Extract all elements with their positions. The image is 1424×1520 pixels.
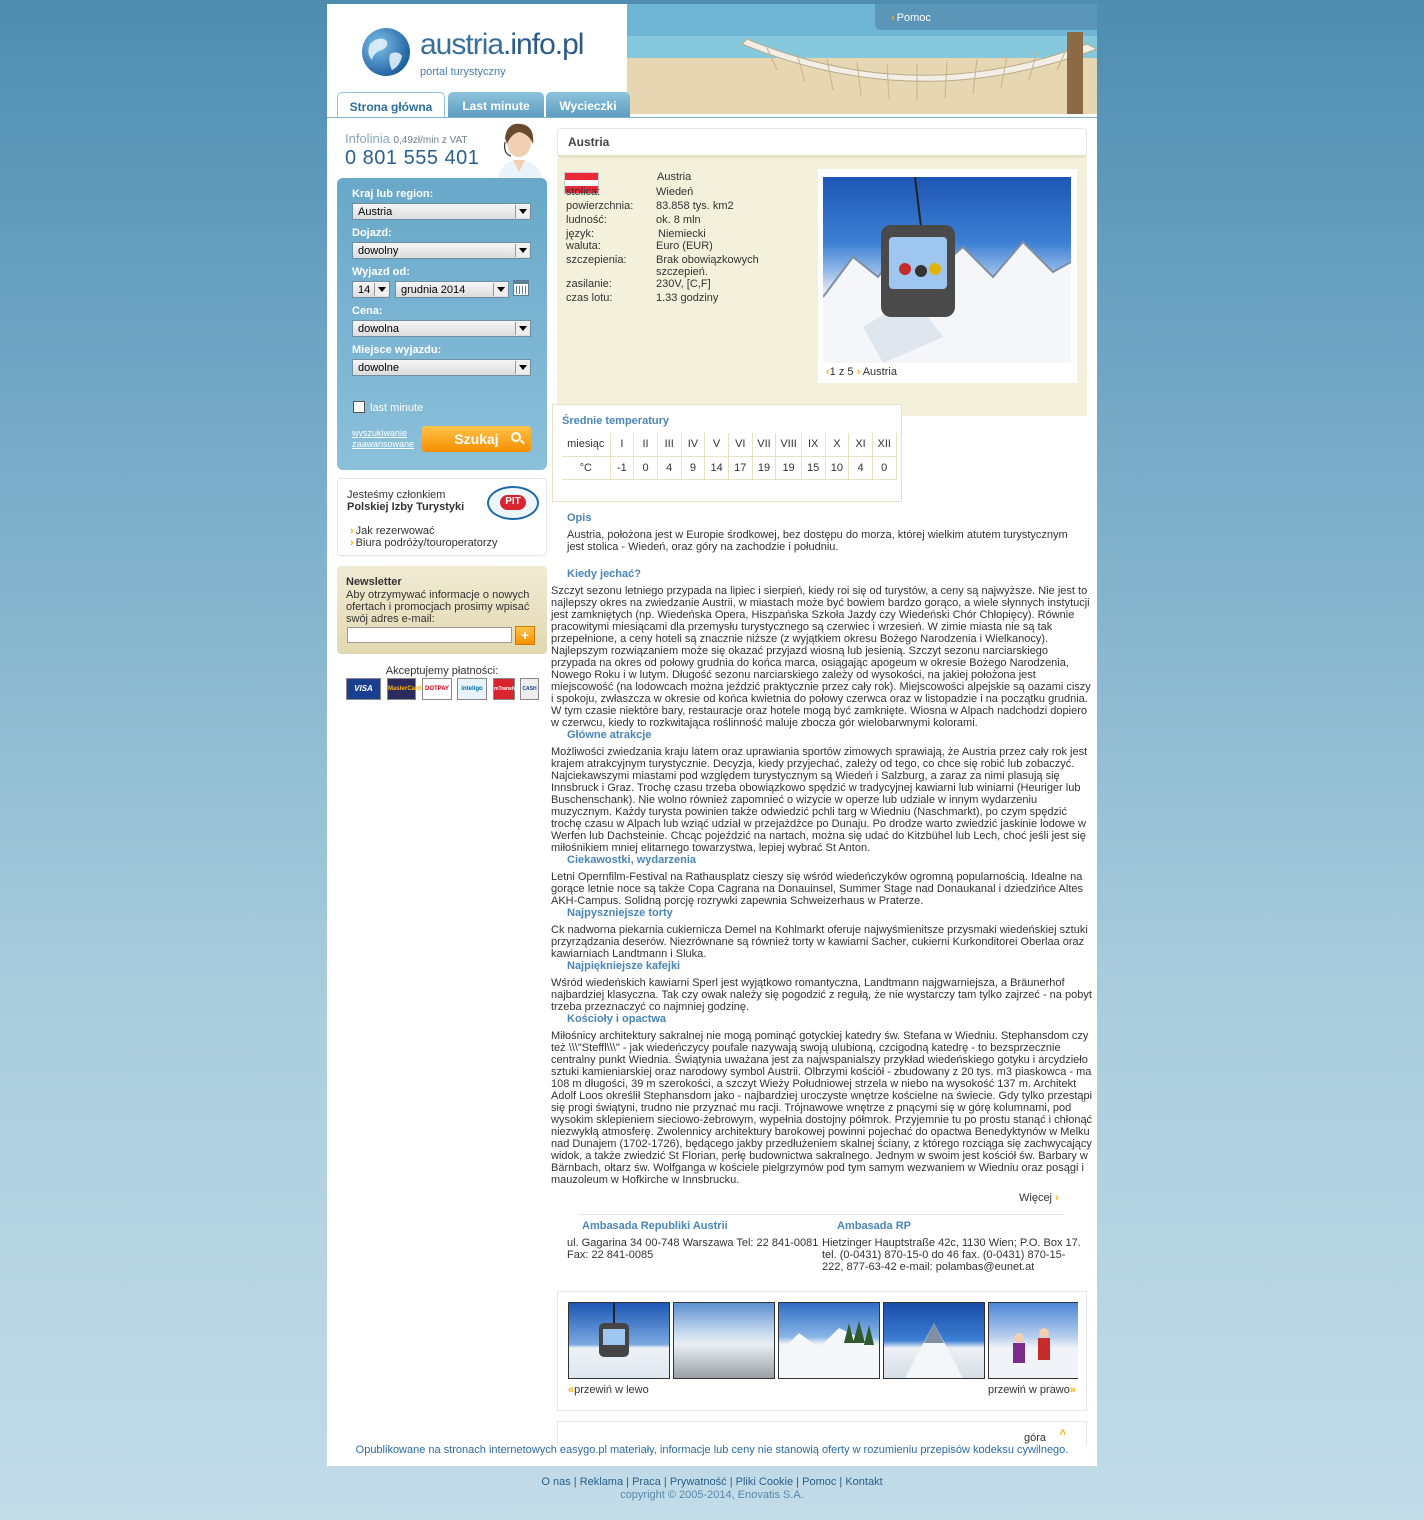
temp-cell: 0 (872, 456, 896, 479)
chevron-down-icon (515, 361, 529, 374)
transport-select[interactable]: dowolny (352, 242, 531, 259)
footer-link-help[interactable]: Pomoc (802, 1476, 837, 1488)
search-icon (511, 432, 521, 442)
fact-label: stolica: (566, 186, 601, 198)
austrian-embassy-text: ul. Gagarina 34 00-748 Warszawa Tel: 22 841-0081 Fax: 22 841-0085 (567, 1237, 819, 1261)
place-select[interactable]: dowolne (352, 359, 531, 376)
fact-value: Brak obowiązkowych szczepień. (656, 254, 759, 278)
section-title-atrakcje: Główne atrakcje (567, 729, 652, 741)
fact-label: zasilanie: (566, 278, 612, 290)
disclaimer: Opublikowane na stronach internetowych easygo.pl materiały, informacje lub ceny nie stanowią oferty w rozumieniu przepisów kodeksu cywilnego. (355, 1444, 1069, 1456)
footer-link-contact[interactable]: Kontakt (845, 1476, 883, 1488)
section-title-opis: Opis (567, 512, 592, 524)
temp-cell: 19 (752, 456, 776, 479)
fact-label: czas lotu: (566, 292, 613, 304)
footer-link-about[interactable]: O nas (541, 1476, 571, 1488)
chevron-down-icon (515, 205, 529, 218)
gallery-next-link[interactable]: przewiń w prawo» (987, 1384, 1076, 1396)
tab-last-minute[interactable]: Last minute (448, 92, 544, 118)
newsletter-submit-button[interactable]: + (515, 626, 535, 645)
month-cell: VIII (776, 433, 802, 456)
temp-cell: 4 (657, 456, 681, 479)
fact-value: Niemiecki (658, 228, 706, 240)
month-select[interactable]: grudnia 2014 (395, 281, 509, 298)
temp-row-label: °C (562, 456, 610, 479)
section-text-atrakcje: Możliwości zwiedzania kraju latem oraz uprawiania sportów zimowych sprawiają, że Austria przez cały rok jest krajem atrakcyjnym turystycznie. Decyzja, kiedy przyjechać, zależy od tego, co chce się robić lub zobaczyć. Najciekawszymi miastami pod względem turystycznym są Wiedeń i Salzburg, a zaraz za nimi plasują się Innsbruck i Graz. Trochę czasu trzeba obowiązkowo spędzić w tradycyjnej kawiarni lub winiarni (Heuriger lub Buschenschank). Nie wolno również zapomnieć o wizycie w operze lub udziale w innym wydarzeniu muzycznym. Każdy turysta powinien także odwiedzić pchli targ w Wiedniu (Naschmarkt), po czym spędzić trochę czasu w Alpach lub wziąć udział w przejażdżce po Dunaju. Po drodze warto zwiedzić jaskinie lodowe w Werfen lub Dachsteinie. Chcąc pojeździć na nartach, można się udać do Kitzbühel lub Lech, choć jeśli jest się miłośnikiem mniej elitarnego towarzystwa, lepiej wybrać St Anton. (551, 746, 1088, 854)
section-title-kafejki: Najpiękniejsze kafejki (567, 960, 681, 972)
month-cell: II (634, 433, 658, 456)
fact-label: język: (566, 228, 595, 240)
section-text-torty: Ck nadworna piekarnia cukiernicza Demel na Kohlmarkt oferuje najwyśmienitsze przysmaki wiedeńskiej sztuki przyrządzania deserów. Niezrównane są również torty w kawiarni Sacher, cukierni Kurkonditorei Oberlaa oraz kawiarniach Landtmann i Sluka. (551, 924, 1088, 960)
newsletter-description: Aby otrzymywać informacje o nowych ofertach i promocjach prosimy wpisać swój adres e-mail: (346, 589, 530, 625)
austrian-embassy-title: Ambasada Republiki Austrii (582, 1220, 728, 1232)
logo-subtitle: portal turystyczny (420, 66, 506, 78)
fact-label: powierzchnia: (566, 200, 634, 212)
infoline-price: 0,49zł/min z VAT (393, 135, 468, 146)
chevron-down-icon (493, 283, 507, 296)
temp-cell: 17 (728, 456, 752, 479)
calendar-icon[interactable] (513, 280, 529, 296)
temp-cell: 10 (825, 456, 849, 479)
transport-label: Dojazd: (352, 227, 392, 239)
gallery-thumb-2[interactable] (673, 1302, 775, 1379)
country-facts-panel (557, 158, 1087, 416)
pit-line2: Polskiej Izby Turystyki (347, 501, 465, 513)
globe-icon (360, 26, 412, 78)
temp-cell: 4 (849, 456, 873, 479)
gallery-thumb-5[interactable] (988, 1302, 1078, 1379)
prev-photo-icon[interactable]: ‹ (826, 366, 830, 378)
infoline-label: Infolinia (345, 131, 390, 146)
price-label: Cena: (352, 305, 383, 317)
section-text-kiedy: Szczyt sezonu letniego przypada na lipiec i sierpień, kiedy roi się od turystów, a ceny są najwyższe. Nie jest to najlepszy okres na zwiedzanie Austrii, w miastach może być bowiem bardzo gorąco, a wiele słynnych instytucji jest zamkniętych (np. Wiedeńska Opera, Hiszpańska Szkoła Jazdy czy Wiedeński Chór Chłopięcy). Równie pracowitymi miesiącami dla przemysłu turystycznego są czerwiec i wrzesień. W zimie miasta nie są tak przepełnione, a ceny hoteli są znacznie niższe (z wyjątkiem okresu Bożego Narodzenia i Wielkanocy). Najlepszym rozwiązaniem może się okazać przyjazd wiosną lub jesienią. Szczyt sezonu narciarskiego przypada na okres od połowy grudnia do końca marca, osiągając apogeum w okresie Bożego Narodzenia, Nowego Roku i w lutym. Długość sezonu narciarskiego zależy od wysokości, na jakiej położona jest miejscowość (na lodowcach można jeździć praktycznie przez cały rok). Miejscowości alpejskie są oazami ciszy i spokoju, zwłaszcza w okresie od końca kwietnia do połowy czerwca oraz w listopadzie i na początku grudnia. W tym czasie niektóre bary, restauracje oraz hotele mogą być zamknięte. Wiosna w Alpach nadchodzi dopiero w czerwcu, kiedy to rozkwitająca roślinność maluje zbocza gór wielobarwnymi kolorami. (551, 585, 1091, 729)
newsletter-box (337, 566, 547, 654)
country-title: Austria (568, 135, 610, 149)
month-cell: XI (849, 433, 873, 456)
last-minute-label: last minute (370, 402, 424, 414)
month-cell: IX (801, 433, 825, 456)
pit-logo: PIT (487, 486, 539, 520)
payments-box (337, 665, 547, 705)
travel-agencies-link[interactable]: › Biura podróży/touroperatorzy (350, 537, 498, 549)
section-title-koscioly: Kościoły i opactwa (567, 1013, 667, 1025)
section-title-kiedy: Kiedy jechać? (567, 568, 641, 580)
photo-gallery (557, 1291, 1087, 1411)
place-label: Miejsce wyjazdu: (352, 344, 442, 356)
search-form (337, 178, 547, 470)
temp-cell: 19 (776, 456, 802, 479)
country-photo-box (818, 169, 1077, 383)
fact-label: ludność: (566, 214, 607, 226)
fact-value: Euro (EUR) (656, 240, 713, 252)
cash-logo: CASH (520, 678, 539, 700)
advanced-search-link[interactable]: wyszukiwanie zaawansowane (352, 428, 415, 449)
fact-value: 230V, [C,F] (656, 278, 711, 290)
day-select[interactable]: 14 (352, 281, 390, 298)
how-to-book-link[interactable]: › Jak rezerwować (350, 525, 435, 537)
region-label: Kraj lub region: (352, 188, 434, 200)
infoline-phone[interactable]: 0 801 555 401 (345, 147, 480, 169)
header (327, 4, 1097, 118)
back-to-top-box (557, 1421, 1087, 1445)
temperatures-title: Średnie temperatury (562, 415, 669, 427)
gallery-prev-link[interactable]: «przewiń w lewo (568, 1384, 649, 1396)
footer-links: O nas | Reklama | Praca | Prywatność | Pliki Cookie | Pomoc | Kontakt (541, 1476, 883, 1488)
inteligo-logo: inteligo (457, 678, 487, 700)
back-to-top-link[interactable]: ˄ góra (1023, 1427, 1066, 1444)
last-minute-checkbox[interactable] (353, 401, 365, 413)
photo-caption: ‹1 z 5 › Austria (826, 366, 897, 378)
polish-embassy-title: Ambasada RP (837, 1220, 911, 1232)
page-container (327, 4, 1097, 1466)
payments-label: Akceptujemy płatności: (385, 665, 499, 677)
region-select[interactable]: Austria (352, 203, 531, 220)
fact-value: Wiedeń (656, 186, 694, 198)
footer-link-cookies[interactable]: Pliki Cookie (735, 1476, 794, 1488)
month-cell: IV (681, 433, 705, 456)
fact-value: 1.33 godziny (656, 292, 719, 304)
temp-cell: -1 (610, 456, 634, 479)
help-link[interactable]: › Pomoc (875, 4, 1097, 30)
chevron-down-icon (515, 322, 529, 335)
section-title-torty: Najpyszniejsze torty (567, 907, 673, 919)
dotpay-logo: DOTPAY (422, 678, 452, 700)
temp-cell: 15 (801, 456, 825, 479)
header-divider (327, 117, 1097, 118)
temp-cell: 0 (634, 456, 658, 479)
visa-logo: VISA (346, 678, 381, 700)
chevron-down-icon (515, 244, 529, 257)
departure-label: Wyjazd od: (352, 266, 410, 278)
country-header (557, 128, 1087, 158)
month-cell: VI (728, 433, 752, 456)
polish-embassy-text: Hietzinger Hauptstraße 42c, 1130 Wien; P.O. Box 17. tel. (0-0431) 870-15-0 do 46 fax. (0-0431) 870-15-222, 877-63-42 e-mail: polambas@eunet.at (822, 1237, 1081, 1273)
next-photo-icon[interactable]: › (856, 366, 861, 378)
month-row-label: miesiąc (562, 433, 610, 456)
section-title-ciekawostki: Ciekawostki, wydarzenia (567, 854, 696, 866)
temp-cell: 9 (681, 456, 705, 479)
price-select[interactable]: dowolna (352, 320, 531, 337)
temperatures-table (562, 433, 897, 480)
section-text-ciekawostki: Letni Opernfilm-Festival na Rathausplatz cieszy się wśród wiedeńczyków ogromną popularnością. Idealne na gorące letnie noce są także Copa Cagrana na Donauinsel, Summer Stage nad Donaukanal i dziedzińce Altes AKH-Campus. Solidną porcję rozrywki zapewnia Schweizerhaus w Praterze. (551, 871, 1083, 907)
section-text-koscioly: Miłośnicy architektury sakralnej nie mogą pominąć gotyckiej katedry św. Stefana w Wiedniu. Stephansdom czy też \\\"Steffl\\\" - jak wiedeńczycy poufale nazywają swoją ulubioną, czcigodną katedrę - to bezsprzecznie centralny punkt Wiednia. Świątynia uważana jest za najwspanialszy przykład wiedeńskiego gotyku i arcydzieło sztuki kamieniarskiej oraz narodowy symbol Austrii. Olbrzymi kościół - zbudowany z 20 tys. m3 piaskowca - ma 108 m długości, 39 m szerokości, a szczyt Wieży Południowej strzela w niebo na wysokość 137 m. Architekt Adolf Loos określił Stephansdom jako - najbardziej uroczyste wnętrze kościelne na świecie. Gdy tylko przestąpi się progi świątyni, trudno nie przyznać mu racji. Trójnawowe wnętrze z pnącymi się w górę kolumnami, pod wysokim sklepieniem sieciowo-żebrowym, wypełnia dostojny półmrok. Przyjemnie tu po prostu stanąć i chłonąć niezwykłą atmosferę. Zwolennicy architektury barokowej powinni pojechać do opactwa Benedyktynów w Melku nad Dunajem (1702-1726), będącego jakby przedłużeniem skalnej ściany, z którego rozciąga się zachwycający widok, a także zwiedzić St Florian, perłę budownictwa sakralnego. Jednym w swoim jest kościół św. Barbary w Bärnbach, ołtarz św. Wolfganga w kościele pielgrzymów pod tym samym wezwaniem w Wiedniu oraz posągi i mauzoleum w Hofkirche w Innsbrucku. (551, 1030, 1093, 1186)
fact-label: waluta: (566, 240, 601, 252)
month-cell: V (705, 433, 729, 456)
search-button[interactable]: Szukaj (422, 426, 531, 452)
call-center-agent-image (483, 120, 547, 182)
section-text-opis: Austria, położona jest w Europie środkowej, bez dostępu do morza, której wielkim atutem turystycznym jest stolica - Wiedeń, oraz góry na zachodzie i południu. (567, 529, 1068, 553)
footer-link-ads[interactable]: Reklama (579, 1476, 624, 1488)
gondola-photo[interactable] (823, 177, 1071, 363)
month-cell: XII (872, 433, 896, 456)
footer-link-privacy[interactable]: Prywatność (669, 1476, 727, 1488)
footer-link-jobs[interactable]: Praca (632, 1476, 661, 1488)
copyright: copyright © 2005-2014, Enovatis S.A. (620, 1489, 804, 1501)
section-text-kafejki: Wśród wiedeńskich kawiarni Sperl jest wyjątkowo romantyczna, Landtmann najgwarniejsza, a Bräunerhof najbardziej klasyczna. Tak czy owak należy się pogodzić z regułą, że nie wystarczy tam tylko zajrzeć - na pobyt trzeba przeznaczyć co najmniej godzinę. (551, 977, 1092, 1013)
month-cell: X (825, 433, 849, 456)
newsletter-email-input[interactable] (347, 627, 512, 643)
gallery-thumb-4[interactable] (883, 1302, 985, 1379)
fact-value: ok. 8 mln (656, 214, 701, 226)
logo-title: austria.info.pl (420, 28, 584, 61)
embassy-divider (579, 1214, 1064, 1215)
fact-value: 83.858 tys. km2 (656, 200, 734, 212)
mastercard-logo: MasterCard (387, 678, 416, 700)
tab-home[interactable]: Strona główna (337, 92, 445, 118)
more-link[interactable]: Więcej › (1019, 1192, 1059, 1204)
newsletter-title: Newsletter (346, 576, 402, 588)
temperatures-box (552, 404, 902, 502)
gallery-thumb-3[interactable] (778, 1302, 880, 1379)
chevron-down-icon (374, 283, 388, 296)
tab-trips[interactable]: Wycieczki (546, 92, 630, 118)
month-cell: VII (752, 433, 776, 456)
month-cell: III (657, 433, 681, 456)
gallery-thumb-1[interactable] (568, 1302, 670, 1379)
pit-line1: Jesteśmy członkiem (347, 489, 446, 501)
country-name: Austria (657, 171, 692, 183)
month-cell: I (610, 433, 634, 456)
mtransfer-logo: mTransfer (493, 678, 515, 700)
temp-cell: 14 (705, 456, 729, 479)
fact-label: szczepienia: (566, 254, 627, 266)
site-logo[interactable] (360, 24, 620, 84)
pit-membership-box (337, 478, 547, 556)
